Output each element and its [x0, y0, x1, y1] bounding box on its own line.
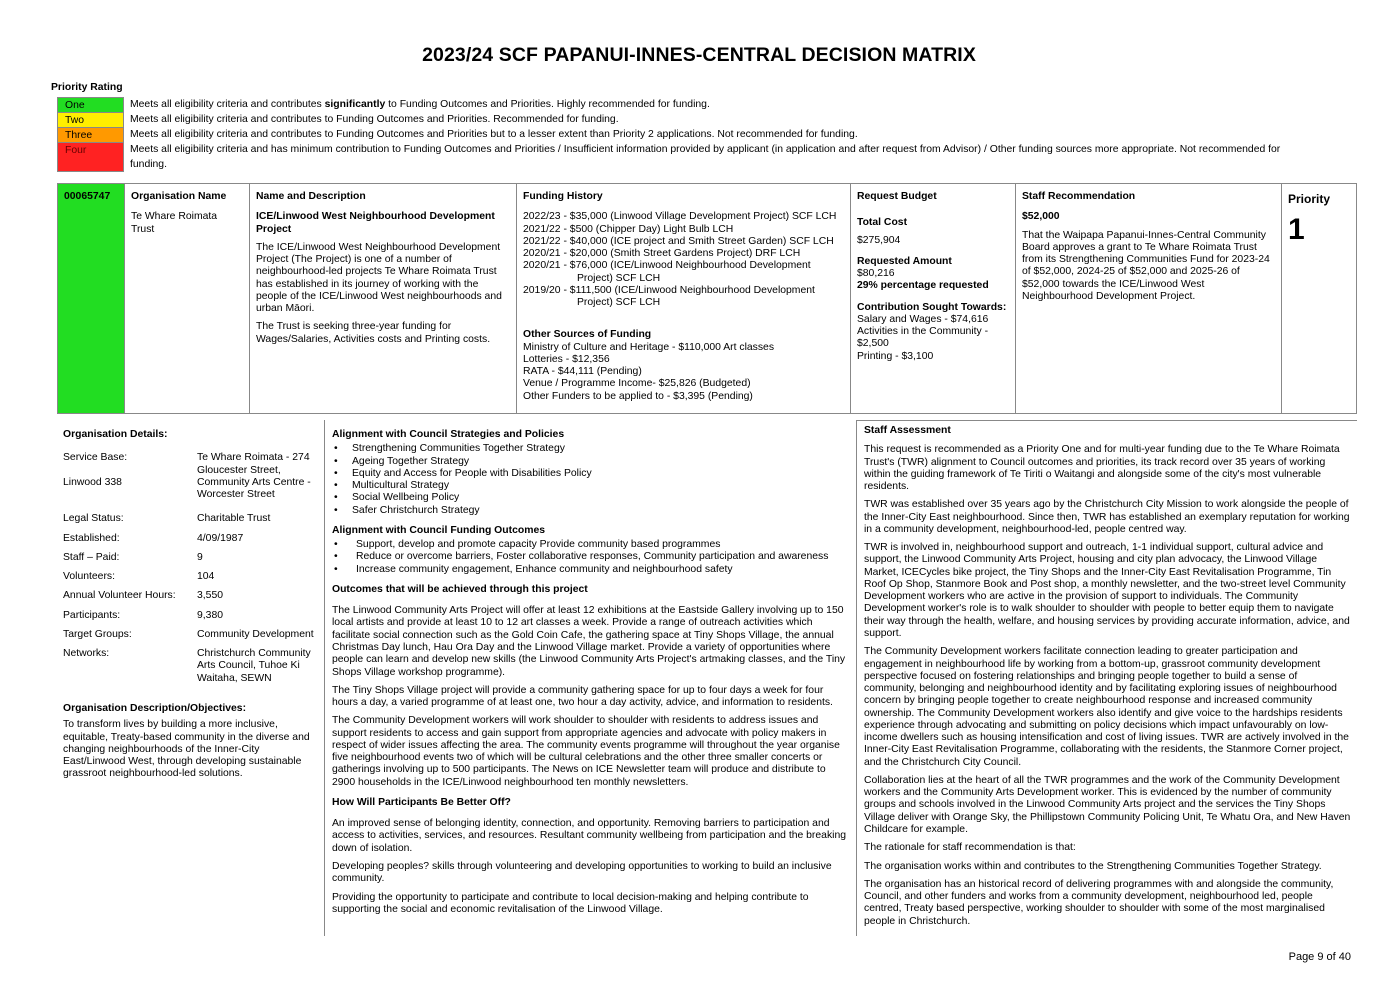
detail-value: Community Development	[197, 628, 314, 640]
priority-header: Priority	[1288, 192, 1331, 206]
organisation-details-header: Organisation Details:	[63, 429, 168, 440]
description-header: Name and Description	[256, 191, 366, 202]
outcomes-header: Alignment with Council Funding Outcomes	[332, 524, 545, 536]
detail-row-target-groups	[63, 629, 318, 641]
detail-value: 9	[197, 551, 203, 563]
detail-row-service-base	[63, 452, 318, 477]
strategies-header: Alignment with Council Strategies and Policies	[332, 429, 565, 440]
application-id: 00065747	[64, 191, 111, 202]
legend-row-two	[57, 112, 1307, 127]
contribution-item: Printing - $3,100	[857, 350, 934, 362]
priority-value: 1	[1288, 213, 1305, 247]
decision-matrix-row	[57, 183, 1357, 414]
list-item: • Strengthening Communities Together Strategy	[332, 443, 850, 455]
organisation-name-cell	[125, 184, 250, 413]
list-item: • Multicultural Strategy	[332, 480, 850, 492]
priority-rating-label: Priority Rating	[51, 82, 123, 93]
legend-row-four	[57, 142, 1307, 172]
funding-history-cell	[517, 184, 851, 413]
funding-history-item: 2020/21 - $76,000 (ICE/Linwood Neighbourhood Development Project) SCF LCH	[523, 260, 811, 284]
detail-row-service-base-2	[63, 477, 318, 502]
detail-key: Staff – Paid:	[63, 551, 120, 563]
contribution-item: Activities in the Community - $2,500	[857, 326, 989, 350]
legend-text-three: Meets all eligibility criteria and contributes to Funding Outcomes and Priorities but to a lesser extent than Priority 2 applications. Not recommended for funding.	[130, 129, 858, 140]
application-id-cell	[58, 184, 125, 413]
total-cost-value: $275,904	[857, 234, 901, 246]
outcomes-list	[332, 539, 850, 576]
contribution-item: Salary and Wages - $74,616	[857, 313, 989, 325]
assessment-paragraph: TWR was established over 35 years ago by the Christchurch City Mission to work alongside the people of the Inner-City East neighbourhood. Since then, TWR has established an exemplary reputation for working in a community development, neighbourhood-led, people centred way.	[864, 499, 1350, 535]
page-number: Page 9 of 40	[1288, 951, 1351, 963]
assessment-paragraph: The rationale for staff recommendation is that:	[864, 842, 1076, 854]
staff-recommendation-header: Staff Recommendation	[1022, 191, 1136, 202]
legend-swatch-three: Three	[57, 127, 124, 142]
list-item: • Reduce or overcome barriers, Foster collaborative responses, Community participation and awareness	[332, 551, 850, 563]
list-item: • Social Wellbeing Policy	[332, 492, 850, 504]
better-off-paragraph: Developing peoples? skills through volunteering and developing opportunities to working to build an inclusive community.	[332, 860, 832, 885]
detail-key: Annual Volunteer Hours:	[63, 590, 176, 602]
detail-key: Service Base:	[63, 452, 128, 464]
detail-value: 4/09/1987	[197, 532, 244, 544]
detail-value: Charitable Trust	[197, 513, 271, 525]
detail-key: Participants:	[63, 609, 121, 621]
organisation-name: Te Whare Roimata Trust	[131, 211, 218, 235]
detail-key: Target Groups:	[63, 628, 132, 640]
project-title: ICE/Linwood West Neighbourhood Development Project	[256, 211, 495, 235]
detail-key: Legal Status:	[63, 513, 124, 525]
detail-row-participants	[63, 610, 318, 622]
funding-history-header: Funding History	[523, 191, 603, 202]
assessment-paragraph: The Community Development workers facilitate connection leading to greater participation and engagement in neighbourhood life by working from a bottom-up, grassroot community development perspective focused on fostering relationships and bringing people together to build a sense of community, belonging and neighbourhood identity and by facilitating exploring issues of neighbourhood concern by bringing people together to create neighbourhood response and increased community ownership. The Community Development workers also identify and give voice to the hardships residents experience through advocating and submitting on policy decisions which impact unfavourably on low-income dwellers such as housing intensification and cost of living issues. TWR are actively involved in the Inner-City East Revitalisation Programme, collaborating with the residents, the Stanmore Corner project, and the Christchurch City Council.	[864, 646, 1349, 768]
list-item: • Support, develop and promote capacity Provide community based programmes	[332, 539, 850, 551]
detail-row-networks	[63, 648, 318, 685]
achieved-paragraph: The Community Development workers will work shoulder to shoulder with residents to address issues and support residents to access and gain support from appropriate agencies and advocate with policy makers in respect of wider issues affecting the area. The community events programme will throughout the year organise five neighbourhood events two of which will be cultural celebrations and the other three smaller concerts or gatherings involving up to 500 participants. The News on ICE Newsletter team will produce and distribute to 2900 households in the ICE/Linwood neighbourhood ten monthly newsletters.	[332, 715, 840, 788]
assessment-paragraph: TWR is involved in, neighbourhood support and outreach, 1-1 individual support, cultural advice and support, the Linwood Community Arts Project, housing and city plan advocacy, the Linwood Village Market, ICECycles bike project, the Tiny Shops and the Inner-City East Revitalisation Programme, Tin Roof Op Shop, Stanmore Book and Post shop, a monthly newsletter, and the two-street level Community Development workers who are active in the provision of support to individuals. The Community Development worker's role is to walk shoulder to shoulder with people to better equip them to navigate their way through the health, welfare, and housing services by providing accurate information, advice, and support.	[864, 542, 1350, 639]
funding-history-item: 2021/22 - $40,000 (ICE project and Smith Street Garden) SCF LCH	[523, 235, 834, 247]
organisation-name-header: Organisation Name	[131, 191, 227, 202]
request-budget-header: Request Budget	[857, 191, 937, 202]
request-budget-cell	[851, 184, 1016, 413]
objectives-header: Organisation Description/Objectives:	[63, 702, 247, 714]
requested-amount-label: Requested Amount	[857, 255, 952, 267]
detail-value: 104	[197, 571, 215, 583]
assessment-paragraph: The organisation works within and contributes to the Strengthening Communities Together Strategy.	[864, 860, 1322, 872]
alignment-panel	[325, 420, 857, 936]
recommendation-text: That the Waipapa Papanui-Innes-Central Community Board approves a grant to Te Whare Roimata Trust from its Strengthening Communities Fund for 2023-24 of $52,000, 2024-25 of $52,000 and 2025-26 of $52,000 towards the ICE/Linwood West Neighbourhood Development Project.	[1022, 229, 1270, 302]
other-source-item: RATA - $44,111 (Pending)	[523, 366, 642, 378]
detail-row-volunteers	[63, 571, 318, 583]
other-source-item: Venue / Programme Income- $25,826 (Budgeted)	[523, 378, 751, 390]
detail-key: Volunteers:	[63, 571, 115, 583]
better-off-paragraph: An improved sense of belonging identity, connection, and opportunity. Removing barriers to participation and access to activities, services, and resources. Resultant community wellbeing from participation and the breaking down of isolation.	[332, 818, 847, 854]
recommended-amount: $52,000	[1022, 211, 1060, 223]
project-description: The ICE/Linwood West Neighbourhood Development Project (The Project) is one of a number of neighbourhood-led projects Te Whare Roimata Trust has established in its journey of working with the people of the ICE/Linwood West neighbourhoods and urban Māori.	[256, 241, 502, 315]
priority-cell	[1282, 184, 1356, 413]
legend-row-three	[57, 127, 1307, 142]
priority-legend	[57, 97, 1307, 172]
detail-row-volunteer-hours	[63, 590, 318, 602]
staff-assessment-panel	[857, 420, 1357, 936]
legend-text-two: Meets all eligibility criteria and contributes to Funding Outcomes and Priorities. Recommended for funding.	[130, 114, 619, 125]
funding-history-item: 2022/23 - $35,000 (Linwood Village Development Project) SCF LCH	[523, 211, 837, 223]
list-item: • Equity and Access for People with Disabilities Policy	[332, 468, 850, 480]
detail-row-established	[63, 533, 318, 545]
page-title: 2023/24 SCF PAPANUI-INNES-CENTRAL DECISION MATRIX	[422, 44, 976, 66]
legend-swatch-two: Two	[57, 112, 124, 127]
percentage-requested: 29% percentage requested	[857, 280, 989, 292]
list-item: • Increase community engagement, Enhance community and neighbourhood safety	[332, 564, 850, 576]
legend-swatch-four: Four	[57, 142, 124, 172]
legend-swatch-one: One	[57, 97, 124, 112]
requested-amount-value: $80,216	[857, 268, 895, 280]
detail-key: Networks:	[63, 648, 110, 660]
strategies-list	[332, 443, 850, 517]
other-sources-header: Other Sources of Funding	[523, 329, 652, 341]
objectives-text: To transform lives by building a more inclusive, equitable, Treaty-based community in the diverse and changing neighbourhoods of the Inner-City East/Linwood West, through developing sustainable grassroot neighbourhood-led solutions.	[63, 719, 310, 780]
achieved-paragraph: The Tiny Shops Village project will provide a community gathering space for up to four days a week for four hours a day, a varied programme of at least one, two hour a day activity, advice, and information to residents.	[332, 684, 833, 709]
staff-assessment-header: Staff Assessment	[864, 425, 951, 436]
legend-text-one: Meets all eligibility criteria and contributes significantly to Funding Outcomes and Priorities. Highly recommended for funding.	[130, 99, 710, 110]
assessment-paragraph: This request is recommended as a Priority One and for multi-year funding due to the Te Whare Roimata Trust's (TWR) alignment to Council outcomes and priorities, its track record over 35 years of working within the guiding framework of Te Tiriti o Waitangi and alongside some of the city's most vulnerable residents.	[864, 444, 1340, 493]
detail-row-staff-paid	[63, 552, 318, 564]
assessment-paragraph: The organisation has an historical record of delivering programmes with and alongside the community, Council, and other funders and works from a community development, neighbourhood led, people centred, Treaty based perspective, working shoulder to shoulder with some of the most marginalised people in Christchurch.	[864, 878, 1334, 927]
other-source-item: Other Funders to be applied to - $3,395 (Pending)	[523, 390, 753, 402]
total-cost-label: Total Cost	[857, 217, 908, 229]
list-item: • Safer Christchurch Strategy	[332, 505, 850, 517]
organisation-details-panel	[57, 420, 325, 936]
achieved-header: Outcomes that will be achieved through this project	[332, 583, 588, 595]
detail-key: Linwood 338	[63, 476, 122, 488]
funding-purpose: The Trust is seeking three-year funding for Wages/Salaries, Activities costs and Printing costs.	[256, 321, 491, 345]
better-off-paragraph: Providing the opportunity to participate and contribute to local decision-making and helping contribute to supporting the social and economic revitalisation of the Linwood Village.	[332, 891, 809, 915]
other-source-item: Lotteries - $12,356	[523, 353, 610, 365]
detail-value: 3,550	[197, 590, 224, 602]
better-off-header: How Will Participants Be Better Off?	[332, 796, 511, 808]
list-item: • Ageing Together Strategy	[332, 456, 850, 468]
achieved-paragraph: The Linwood Community Arts Project will offer at least 12 exhibitions at the Eastside Gallery involving up to 150 local artists and provide at least 10 to 12 art classes a week. Provide a range of outreach activities which facilitate social connection such as the Gold Coin Cafe, the gathering space at Tiny Shops Village, the annual Christmas Day lunch, Hau Ora Day and the Linwood Village market. Provide a variety of opportunities where people can learn and develop new skills (the Linwood Community Arts Project's artmaking classes, and the Tiny Shops Village workshop programme).	[332, 605, 846, 678]
detail-value: 9,380	[197, 609, 224, 621]
funding-history-item: 2021/22 - $500 (Chipper Day) Light Bulb LCH	[523, 223, 734, 235]
legend-row-one	[57, 97, 1307, 112]
legend-text-four: Meets all eligibility criteria and has minimum contribution to Funding Outcomes and Priorities / Insufficient information provided by applicant (in application and after request from Advisor) / Other funding sources more appropriate. Not recommended for funding.	[130, 144, 1281, 170]
detail-value: Te Whare Roimata - 274 Gloucester Street,	[197, 452, 310, 476]
detail-value: Community Arts Centre - Worcester Street	[197, 476, 311, 501]
detail-value: Christchurch Community Arts Council, Tuhoe Ki Waitaha, SEWN	[197, 648, 311, 684]
description-cell	[250, 184, 517, 413]
detail-row-legal-status	[63, 513, 318, 525]
funding-history-item: 2020/21 - $20,000 (Smith Street Gardens Project) DRF LCH	[523, 248, 801, 260]
staff-recommendation-cell	[1016, 184, 1282, 413]
assessment-paragraph: Collaboration lies at the heart of all the TWR programmes and the work of the Community Development workers and the Community Arts Development worker. This is evidenced by the number of community groups and schools involved in the Linwood Community Arts project and the services the Tiny Shops Village deliver with Orange Sky, the Phillipstown Community Policing Unit, Te Whatu Ora, and New Haven Childcare for example.	[864, 774, 1351, 835]
contribution-sought-label: Contribution Sought Towards:	[857, 301, 1007, 313]
detail-key: Established:	[63, 532, 120, 544]
funding-history-item: 2019/20 - $111,500 (ICE/Linwood Neighbourhood Development Project) SCF LCH	[523, 284, 815, 309]
other-source-item: Ministry of Culture and Heritage - $110,000 Art classes	[523, 341, 775, 353]
